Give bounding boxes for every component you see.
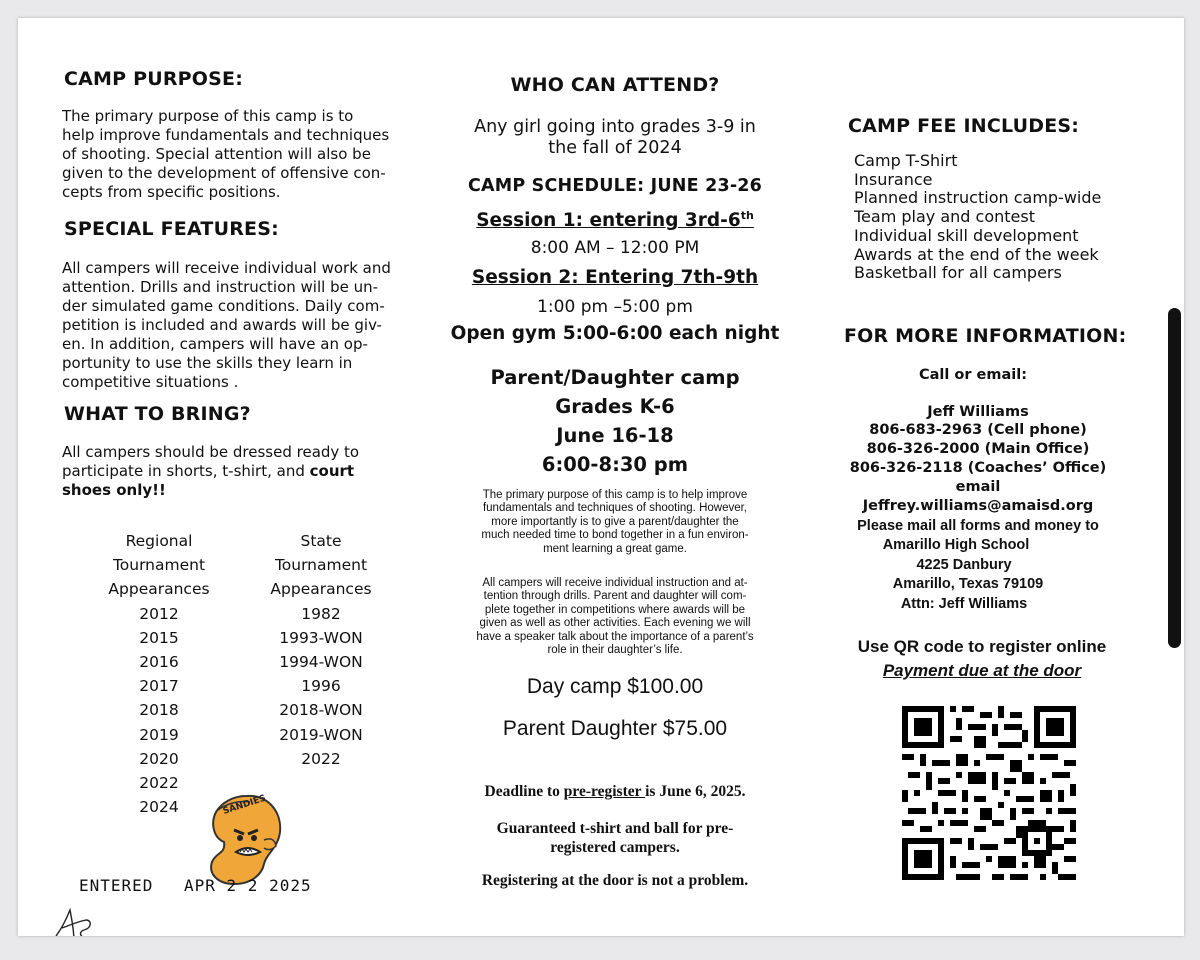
- registration-qr-code[interactable]: [902, 706, 1076, 880]
- parent-daughter-time: 6:00-8:30 pm: [541, 453, 689, 476]
- payment-note: Payment due at the door: [882, 661, 1082, 680]
- special-features-text: All campers will receive individual work and attention. Drills and instruction will be un- der simulated game conditions. Daily com- petition is included and awards will be giv- en. In addition, campers will have an op- portunity to use the skills they learn in competitive situations .: [62, 259, 391, 391]
- camp-purpose-text: The primary purpose of this camp is to help improve fundamentals and techniques of shooting. Special attention will also be given to the development of offensive con- cepts from specific positions.: [62, 107, 390, 201]
- brochure-page: [18, 18, 1184, 936]
- qr-register-note: Use QR code to register online: [857, 637, 1107, 656]
- list-item: Insurance: [854, 169, 933, 189]
- email-label: email: [955, 479, 1001, 495]
- camp-fee-list: [854, 152, 1101, 283]
- session-1-time: 8:00 AM – 12:00 PM: [530, 238, 700, 258]
- call-or-email: Call or email:: [918, 367, 1028, 383]
- svg-text:SANDIES: SANDIES: [221, 793, 268, 817]
- vertical-scrollbar[interactable]: [1168, 308, 1181, 648]
- door-registration-note: Registering at the door is not a problem.: [481, 872, 749, 889]
- special-features-heading: SPECIAL FEATURES:: [64, 218, 279, 240]
- regional-appearances-list: Regional Tournament Appearances 2012 2015 2016 2017 2018 2019 2020 2022 2024: [108, 532, 210, 817]
- parent-daughter-details: All campers will receive individual instruction and at- tention through drills. Parent and daughter will com- plete together in competitions where awards will be given as well as other activities. Each evening we will have a speaker talk about the importance of a parent’s role in their daughter’s life.: [476, 577, 754, 657]
- parent-daughter-title: Parent/Daughter camp: [490, 366, 740, 389]
- school-name: Amarillo High School: [882, 537, 1030, 553]
- list-item: Individual skill development: [854, 225, 1079, 245]
- session-2-time: 1:00 pm –5:00 pm: [537, 297, 693, 317]
- pre-register-deadline: Deadline to pre-register is June 6, 2025.: [484, 783, 746, 800]
- parent-daughter-price: Parent Daughter $75.00: [502, 717, 728, 740]
- signature-mark: [52, 898, 96, 936]
- mail-note: Please mail all forms and money to: [857, 518, 1099, 534]
- phone-cell: 806-683-2963 (Cell phone): [869, 422, 1087, 438]
- what-to-bring-heading: WHAT TO BRING?: [64, 403, 251, 425]
- day-camp-price: Day camp $100.00: [526, 675, 704, 698]
- parent-daughter-purpose: The primary purpose of this camp is to help improve fundamentals and techniques of shooting. However, more importantly is to give a parent/daughter the much needed time to bond together in a fun environ- ment learning a great game.: [481, 489, 749, 555]
- open-gym: Open gym 5:00-6:00 each night: [450, 323, 780, 344]
- camp-schedule-heading: CAMP SCHEDULE: JUNE 23-26: [467, 176, 763, 196]
- phone-coaches: 806-326-2118 (Coaches’ Office): [849, 460, 1107, 476]
- contact-name: Jeff Williams: [927, 404, 1029, 420]
- list-item: Planned instruction camp-wide: [854, 188, 1102, 208]
- school-city: Amarillo, Texas 79109: [892, 576, 1044, 592]
- entered-stamp-date: APR 2 2 2025: [184, 876, 312, 895]
- parent-daughter-grades: Grades K-6: [555, 395, 675, 418]
- more-info-heading: FOR MORE INFORMATION:: [844, 325, 1127, 347]
- email-address[interactable]: Jeffrey.williams@amaisd.org: [862, 498, 1094, 514]
- list-item: Awards at the end of the week: [854, 244, 1099, 264]
- session-1-label: Session 1: entering 3rd-6th: [476, 209, 754, 232]
- guaranteed-line-2: registered campers.: [550, 839, 680, 856]
- list-item: Team play and contest: [854, 207, 1035, 227]
- guaranteed-line-1: Guaranteed t-shirt and ball for pre-: [496, 820, 734, 837]
- state-appearances-list: State Tournament Appearances 1982 1993-WON 1994-WON 1996 2018-WON 2019-WON 2022: [270, 532, 372, 768]
- phone-main: 806-326-2000 (Main Office): [866, 441, 1090, 457]
- who-line-2: the fall of 2024: [548, 138, 682, 158]
- session-2-label: Session 2: Entering 7th-9th: [471, 267, 759, 288]
- entered-stamp-label: ENTERED: [79, 876, 154, 895]
- what-to-bring-text: All campers should be dressed ready to participate in shorts, t-shirt, and court shoes only!!: [62, 443, 360, 499]
- who-line-1: Any girl going into grades 3-9 in: [474, 117, 756, 137]
- school-attn: Attn: Jeff Williams: [900, 596, 1028, 612]
- who-can-attend-heading: WHO CAN ATTEND?: [510, 74, 720, 96]
- list-item: Camp T-Shirt: [854, 151, 958, 170]
- camp-purpose-heading: CAMP PURPOSE:: [64, 68, 244, 90]
- list-item: Basketball for all campers: [854, 263, 1062, 283]
- parent-daughter-dates: June 16-18: [556, 424, 674, 447]
- school-street: 4225 Danbury: [916, 557, 1012, 573]
- camp-fee-heading: CAMP FEE INCLUDES:: [848, 115, 1080, 137]
- sandies-mascot-logo: [204, 788, 288, 888]
